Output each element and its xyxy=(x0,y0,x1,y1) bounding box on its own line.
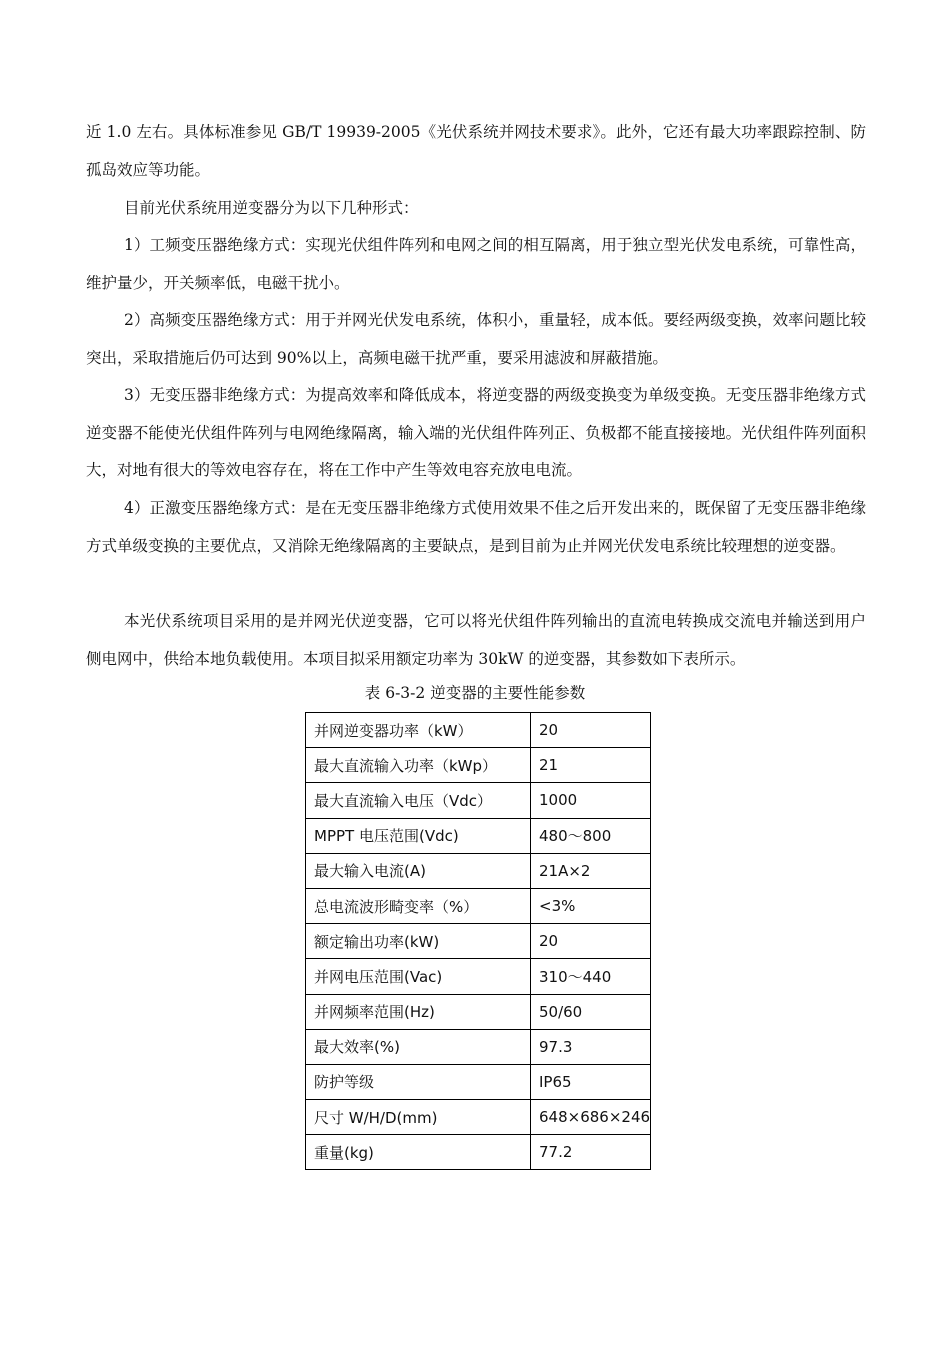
paragraph-inverter-types-intro: 目前光伏系统用逆变器分为以下几种形式： xyxy=(124,199,419,217)
table-row xyxy=(306,1100,651,1135)
table-row xyxy=(306,959,651,994)
inverter-spec-table xyxy=(305,712,651,1170)
paragraph-continuation: 近 1.0 左右。具体标准参见 GB/T 19939-2005《光伏系统并网技术要求》。此外，它还有最大功率跟踪控制、防孤岛效应等功能。 xyxy=(86,123,866,179)
param-value-cell: 310～440 xyxy=(531,959,651,994)
paragraph-type-3: 3）无变压器非绝缘方式：为提高效率和降低成本，将逆变器的两级变换变为单级变换。无变压器非绝缘方式逆变器不能使光伏组件阵列与电网绝缘隔离，输入端的光伏组件阵列正、负极都不能直接接地。光伏组件阵列面积大，对地有很大的等效电容存在，将在工作中产生等效电容充放电电流。 xyxy=(86,386,866,479)
table-row xyxy=(306,853,651,888)
table-row xyxy=(306,1064,651,1099)
table-row xyxy=(306,713,651,748)
table-row xyxy=(306,818,651,853)
table-row xyxy=(306,1135,651,1170)
param-name-cell: 最大直流输入电压（Vdc） xyxy=(306,783,531,818)
param-value-cell: 480～800 xyxy=(531,818,651,853)
param-name-cell: 最大输入电流(A) xyxy=(306,853,531,888)
param-name-cell: 总电流波形畸变率（%） xyxy=(306,888,531,923)
param-name-cell: 并网电压范围(Vac) xyxy=(306,959,531,994)
paragraph-type-2: 2）高频变压器绝缘方式：用于并网光伏发电系统，体积小，重量轻，成本低。要经两级变换，效率问题比较突出，采取措施后仍可达到 90%以上，高频电磁干扰严重，要采用滤波和屏蔽措施。 xyxy=(86,311,866,367)
table-caption: 表 6-3-2 逆变器的主要性能参数 xyxy=(364,684,586,702)
param-name-cell: 并网逆变器功率（kW） xyxy=(306,713,531,748)
table-row xyxy=(306,994,651,1029)
table-row xyxy=(306,1029,651,1064)
param-name-cell: 尺寸 W/H/D(mm) xyxy=(306,1100,531,1135)
param-value-cell: 20 xyxy=(531,924,651,959)
param-name-cell: 并网频率范围(Hz) xyxy=(306,994,531,1029)
table-row xyxy=(306,888,651,923)
param-value-cell: <3% xyxy=(531,888,651,923)
table-row xyxy=(306,748,651,783)
param-value-cell: 97.3 xyxy=(531,1029,651,1064)
param-name-cell: 重量(kg) xyxy=(306,1135,531,1170)
param-name-cell: 防护等级 xyxy=(306,1064,531,1099)
param-value-cell: 1000 xyxy=(531,783,651,818)
paragraph-project-inverter: 本光伏系统项目采用的是并网光伏逆变器，它可以将光伏组件阵列输出的直流电转换成交流电并输送到用户侧电网中，供给本地负载使用。本项目拟采用额定功率为 30kW 的逆变器，其参数如下表所示。 xyxy=(86,612,866,668)
param-name-cell: 最大效率(%) xyxy=(306,1029,531,1064)
param-value-cell: 21 xyxy=(531,748,651,783)
param-name-cell: 最大直流输入功率（kWp） xyxy=(306,748,531,783)
table-row xyxy=(306,924,651,959)
param-value-cell: 648×686×246 xyxy=(531,1100,651,1135)
paragraph-type-1: 1）工频变压器绝缘方式：实现光伏组件阵列和电网之间的相互隔离，用于独立型光伏发电系统，可靠性高，维护量少，开关频率低，电磁干扰小。 xyxy=(86,236,866,292)
param-value-cell: 77.2 xyxy=(531,1135,651,1170)
paragraph-type-4: 4）正激变压器绝缘方式：是在无变压器非绝缘方式使用效果不佳之后开发出来的，既保留了无变压器非绝缘方式单级变换的主要优点，又消除无绝缘隔离的主要缺点，是到目前为止并网光伏发电系统比较理想的逆变器。 xyxy=(86,499,866,555)
param-value-cell: 21A×2 xyxy=(531,853,651,888)
param-name-cell: MPPT 电压范围(Vdc) xyxy=(306,818,531,853)
param-value-cell: 20 xyxy=(531,713,651,748)
table-row xyxy=(306,783,651,818)
param-name-cell: 额定输出功率(kW) xyxy=(306,924,531,959)
param-value-cell: IP65 xyxy=(531,1064,651,1099)
param-value-cell: 50/60 xyxy=(531,994,651,1029)
